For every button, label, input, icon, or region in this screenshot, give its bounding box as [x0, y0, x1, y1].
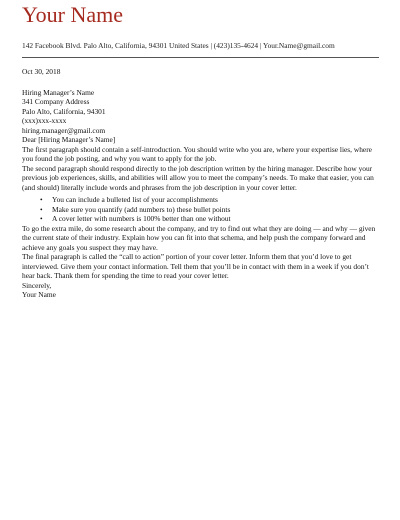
header-divider: [22, 57, 379, 58]
paragraph-intro: The first paragraph should contain a self-introduction. You should write who you are, where your expertise lies, where you found the job posting, and why you want to apply for the job.: [22, 144, 372, 163]
list-item: • A cover letter with numbers is 100% better than one without: [40, 214, 382, 224]
list-item: • You can include a bulleted list of your accomplishments: [40, 195, 382, 205]
letter-body: [22, 67, 382, 300]
paragraph-job-match: The second paragraph should respond directly to the job description written by the hiring manager. Describe how your previous job experiences, skills, and abilities will allow you to meet the company’s needs. To make that easier, you can (and should) literally include words and phrases from the job description in your cover letter.: [22, 163, 374, 192]
sender-name: Your Name: [22, 2, 124, 27]
recipient-address: [22, 88, 382, 136]
recipient-email: hiring.manager@gmail.com: [22, 125, 106, 135]
signature: Your Name: [22, 290, 56, 299]
sender-contact-line: 142 Facebook Blvd. Palo Alto, California, 94301 United States | (423)135-4624 | Your.Name@gmail.com: [22, 41, 335, 50]
recipient-name: Hiring Manager’s Name: [22, 87, 95, 97]
letter-date: Oct 30, 2018: [22, 67, 61, 76]
recipient-city: Palo Alto, California, 94301: [22, 106, 106, 116]
recipient-street: 341 Company Address: [22, 97, 90, 106]
recipient-phone: (xxx)xxx-xxxx: [22, 116, 67, 125]
paragraph-research: To go the extra mile, do some research about the company, and try to find out what they are doing — and why — given the current state of their industry. Explain how you can fit into that schema, and help push the company forward and achieve any goals you suspect they may have.: [22, 223, 376, 252]
accomplishment-list: [22, 195, 382, 224]
list-item: • Make sure you quantify (add numbers to) these bullet points: [40, 205, 382, 215]
salutation: Dear [Hiring Manager’s Name]: [22, 135, 116, 144]
paragraph-call-to-action: The final paragraph is called the “call to action” portion of your cover letter. Inform them that you’d love to get interviewed. Give them your contact information. Tell them that you’ll be in contact with them in a week if you don’t hear back. Thank them for spending the time to read your cover letter.: [22, 252, 369, 280]
closing: Sincerely,: [22, 280, 52, 290]
